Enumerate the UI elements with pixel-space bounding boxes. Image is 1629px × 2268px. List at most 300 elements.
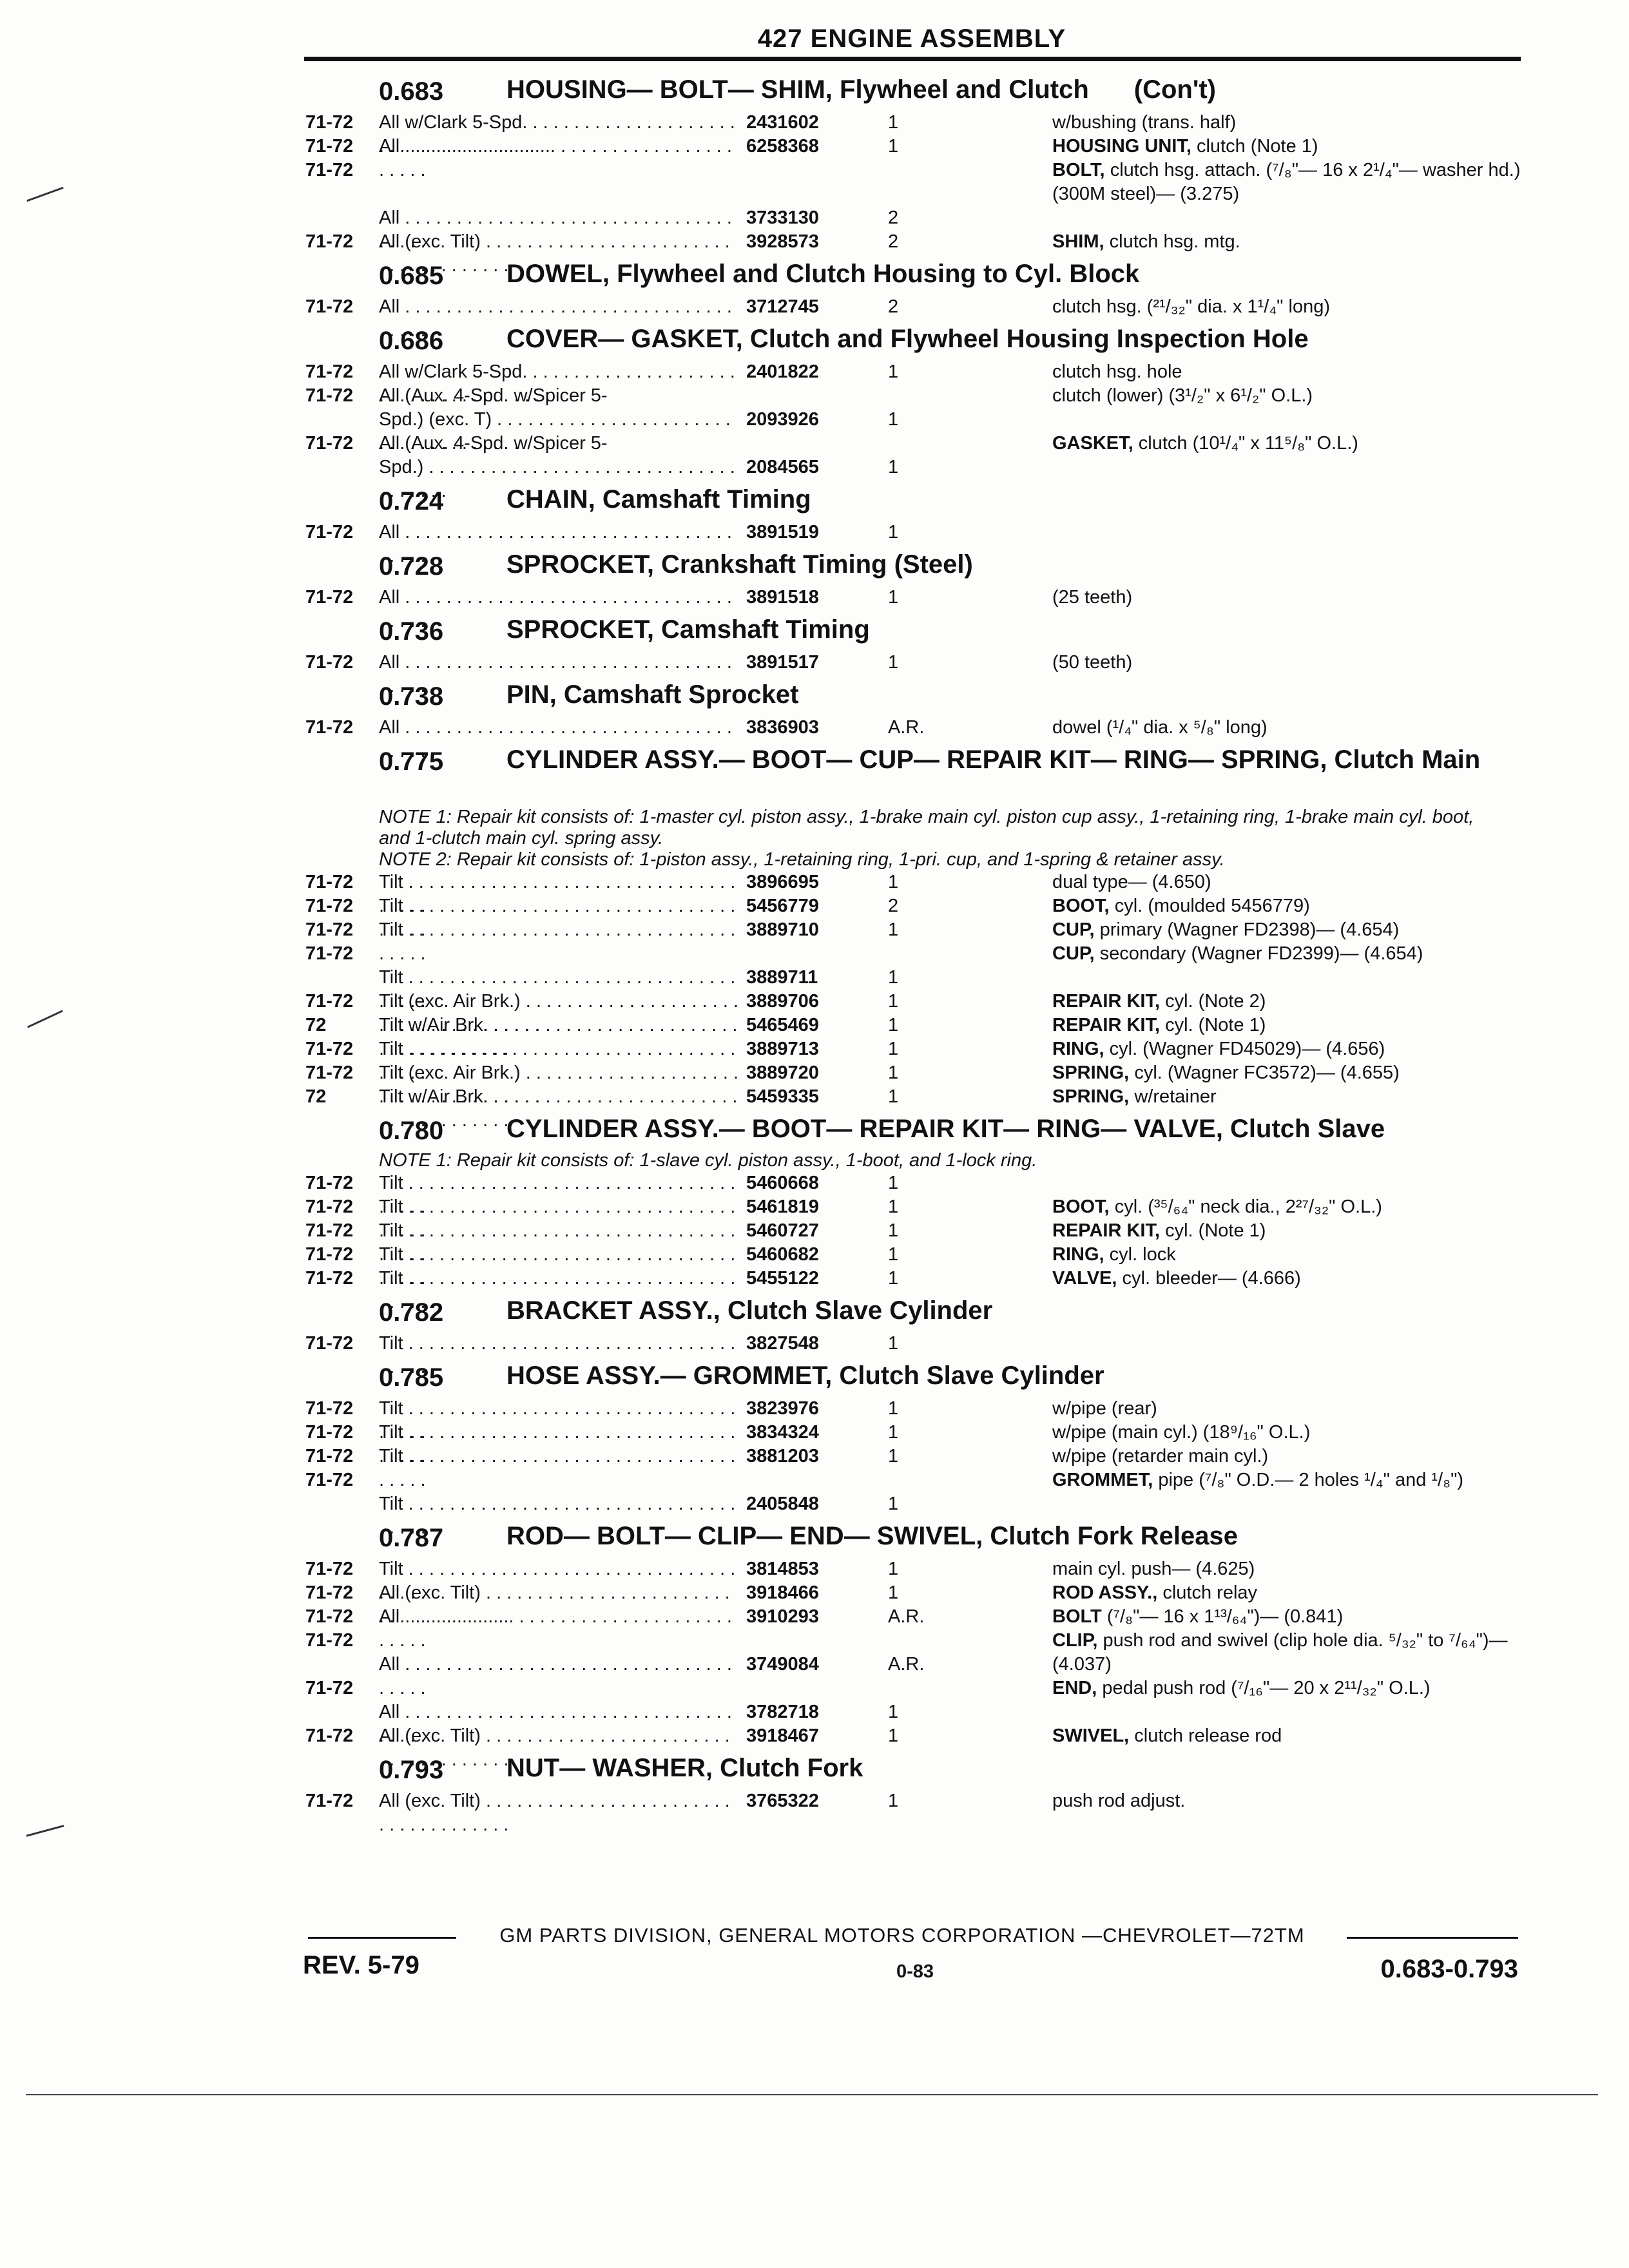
section-number: 0.736	[379, 617, 444, 646]
description	[1052, 716, 1523, 740]
quantity: 1	[888, 1173, 899, 1193]
quantity: 1	[888, 872, 899, 892]
description	[1052, 230, 1523, 254]
description-text: pedal push rod (⁷/₁₆"— 20 x 2¹¹/₃₂" O.L.)	[1102, 1678, 1431, 1698]
margin-mark	[26, 187, 63, 202]
description	[1052, 1061, 1523, 1085]
quantity: 1	[888, 967, 899, 988]
quantity: 1	[888, 522, 899, 543]
application: All (Aux. 4-Spd. w/Spicer 5- Spd.) . . .	[379, 432, 740, 503]
description	[1052, 1085, 1523, 1109]
model-year: 71-72	[305, 896, 354, 916]
section-title	[506, 327, 1531, 351]
section-heading	[295, 1356, 1526, 1397]
model-year: 71-72	[305, 433, 354, 454]
section-number: 0.738	[379, 682, 444, 711]
table-row	[295, 1014, 1526, 1037]
description-text: clutch (Note 1)	[1196, 136, 1318, 157]
application: Tilt . . .	[379, 1195, 740, 1243]
header-rule	[304, 57, 1521, 61]
description-text: push rod and swivel (clip hole dia. ⁵/₃₂" to ⁷/₆₄")— (4.037)	[1052, 1630, 1508, 1675]
description-keyword: BOLT	[1052, 1606, 1102, 1627]
section-number: 0.686	[379, 327, 444, 355]
model-year: 71-72	[305, 1678, 354, 1698]
table-row	[295, 1629, 1526, 1677]
footer-rule-right	[1347, 1937, 1518, 1939]
part-number: 5460668	[746, 1173, 819, 1193]
part-number: 3889713	[746, 1039, 819, 1059]
section-heading	[295, 1748, 1526, 1789]
table-row	[295, 651, 1526, 675]
section-number: 0.685	[379, 262, 444, 290]
application: Tilt . . .	[379, 1397, 740, 1445]
application: Tilt . . .	[379, 918, 740, 966]
description	[1052, 918, 1523, 942]
table-row	[295, 230, 1526, 254]
quantity: 2	[888, 207, 899, 228]
part-number: 5459335	[746, 1086, 819, 1107]
section-title	[506, 552, 1531, 577]
application: Tilt . . .	[379, 1243, 740, 1291]
section-heading	[295, 479, 1526, 521]
quantity: 1	[888, 1039, 899, 1059]
part-number: 3896695	[746, 872, 819, 892]
description-text: pipe (⁷/₈" O.D.— 2 holes ¹/₄" and ¹/₈")	[1158, 1470, 1464, 1490]
application: Tilt . . .	[379, 1445, 740, 1492]
table-row	[295, 1171, 1526, 1195]
application: Tilt . . .	[379, 1037, 740, 1085]
description-keyword: REPAIR KIT,	[1052, 1220, 1161, 1241]
description-keyword: RING,	[1052, 1039, 1104, 1059]
table-row	[295, 894, 1526, 918]
application: All (exc. Tilt) . . .	[379, 1789, 740, 1837]
section-heading	[295, 1291, 1526, 1332]
description-keyword: BOOT,	[1052, 1196, 1110, 1217]
part-number: 3891519	[746, 522, 819, 543]
section-title-text: COVER— GASKET, Clutch and Flywheel Housing Inspection Hole	[506, 325, 1309, 353]
section-title	[506, 487, 1531, 512]
quantity: 1	[888, 409, 899, 430]
application: All (exc. Tilt) . . .	[379, 1581, 740, 1629]
model-year: 71-72	[305, 361, 354, 382]
part-number: 3823976	[746, 1398, 819, 1419]
section-number: 0.683	[379, 77, 444, 106]
part-number: 3827548	[746, 1333, 819, 1354]
application: All . . .	[379, 651, 740, 698]
description	[1052, 1014, 1523, 1037]
quantity: 1	[888, 361, 899, 382]
part-number: 2084565	[746, 457, 819, 477]
application: Tilt w/Air Brk. . . .	[379, 1085, 740, 1133]
description-text: cyl. (Note 2)	[1165, 991, 1266, 1012]
model-year: 71-72	[305, 1582, 354, 1603]
section-title-text: NUT— WASHER, Clutch Fork	[506, 1754, 863, 1782]
application: Tilt . . .	[379, 1267, 740, 1314]
description-text: dual type— (4.650)	[1052, 872, 1211, 892]
description	[1052, 159, 1523, 206]
description-text: w/pipe (retarder main cyl.)	[1052, 1446, 1269, 1466]
table-row	[295, 1468, 1526, 1516]
description	[1052, 1243, 1523, 1267]
application: All . . .	[379, 1653, 740, 1700]
model-year: 72	[305, 1015, 327, 1035]
scan-edge-line	[26, 2094, 1598, 2095]
model-year: 71-72	[305, 1725, 354, 1746]
table-row	[295, 870, 1526, 894]
application: Tilt . . .	[379, 894, 740, 942]
section-title	[506, 1117, 1531, 1141]
section-title-text: SPROCKET, Crankshaft Timing (Steel)	[506, 550, 973, 579]
table-row	[295, 990, 1526, 1014]
table-row	[295, 1037, 1526, 1061]
quantity: A.R.	[888, 1606, 925, 1627]
model-year: 71-72	[305, 1398, 354, 1419]
description-text: cyl. (Wagner FC3572)— (4.655)	[1134, 1062, 1400, 1083]
quantity: 1	[888, 991, 899, 1012]
model-year: 71-72	[305, 1173, 354, 1193]
quantity: 1	[888, 1702, 899, 1722]
description-keyword: SPRING,	[1052, 1086, 1130, 1107]
description	[1052, 1219, 1523, 1243]
description	[1052, 384, 1523, 408]
section-title	[506, 77, 1531, 102]
application: Tilt . . .	[379, 966, 740, 1014]
description	[1052, 1789, 1523, 1813]
part-number: 5460682	[746, 1244, 819, 1265]
quantity: 1	[888, 1268, 899, 1289]
description-text: w/pipe (rear)	[1052, 1398, 1157, 1419]
description	[1052, 1581, 1523, 1605]
table-row	[295, 1581, 1526, 1605]
description-keyword: GASKET,	[1052, 433, 1133, 454]
description	[1052, 1724, 1523, 1748]
model-year: 71-72	[305, 522, 354, 543]
table-row	[295, 111, 1526, 135]
quantity: 1	[888, 1062, 899, 1083]
margin-mark	[26, 1825, 64, 1836]
section-number: 0.724	[379, 487, 444, 515]
part-number: 3891517	[746, 652, 819, 673]
description-text: cyl. (Note 1)	[1165, 1220, 1266, 1241]
section-heading	[295, 254, 1526, 295]
description-keyword: REPAIR KIT,	[1052, 991, 1161, 1012]
application: All . . .	[379, 295, 740, 343]
section-heading	[295, 1516, 1526, 1557]
description	[1052, 1397, 1523, 1421]
section-title-text: CYLINDER ASSY.— BOOT— CUP— REPAIR KIT— RING— SPRING, Clutch Main	[506, 745, 1481, 774]
model-year: 71-72	[305, 717, 354, 738]
model-year: 71-72	[305, 1333, 354, 1354]
description-text: cyl. (moulded 5456779)	[1114, 896, 1310, 916]
model-year: 71-72	[305, 1630, 354, 1651]
application: Tilt . . .	[379, 1171, 740, 1219]
description	[1052, 894, 1523, 918]
table-row	[295, 918, 1526, 942]
description-text: cyl. bleeder— (4.666)	[1122, 1268, 1301, 1289]
application: All . . .	[379, 521, 740, 568]
part-number: 5460727	[746, 1220, 819, 1241]
model-year: 71-72	[305, 296, 354, 317]
description	[1052, 1421, 1523, 1445]
description-keyword: GROMMET,	[1052, 1470, 1153, 1490]
parts-sections	[295, 70, 1526, 1813]
description-text: (25 teeth)	[1052, 587, 1133, 608]
description-keyword: HOUSING UNIT,	[1052, 136, 1191, 157]
description-keyword: ROD ASSY.,	[1052, 1582, 1158, 1603]
application: Tilt . . .	[379, 1332, 740, 1379]
table-row	[295, 1085, 1526, 1109]
description-text: primary (Wagner FD2398)— (4.654)	[1099, 919, 1400, 940]
application: All . . .	[379, 716, 740, 764]
description-keyword: RING,	[1052, 1244, 1104, 1265]
description	[1052, 990, 1523, 1014]
part-number: 3881203	[746, 1446, 819, 1466]
application: All . . .	[379, 1700, 740, 1748]
table-row	[295, 1332, 1526, 1356]
description-text: cyl. (Note 1)	[1165, 1015, 1266, 1035]
quantity: A.R.	[888, 717, 925, 738]
description-text: cyl. (Wagner FD45029)— (4.656)	[1109, 1039, 1385, 1059]
description-keyword: SPRING,	[1052, 1062, 1130, 1083]
section-heading	[295, 1109, 1526, 1150]
application: All (Aux. 4-Spd. w/Spicer 5- Spd.) (exc. T) . . .	[379, 384, 740, 456]
part-number: 2093926	[746, 409, 819, 430]
part-number: 3928573	[746, 231, 819, 252]
description-keyword: CLIP,	[1052, 1630, 1098, 1651]
quantity: 1	[888, 112, 899, 133]
quantity: 1	[888, 1582, 899, 1603]
table-row	[295, 586, 1526, 610]
description	[1052, 360, 1523, 384]
description-text: clutch (lower) (3¹/₂" x 6¹/₂" O.L.)	[1052, 385, 1313, 406]
part-number: 3834324	[746, 1422, 819, 1443]
margin-mark	[27, 1010, 63, 1028]
application: All . . .	[379, 135, 740, 182]
quantity: 1	[888, 1791, 899, 1811]
quantity: 1	[888, 1398, 899, 1419]
section-title	[506, 1298, 1531, 1323]
model-year: 71-72	[305, 919, 354, 940]
table-row	[295, 1397, 1526, 1421]
description	[1052, 1468, 1523, 1492]
section-continued: (Con't)	[1133, 75, 1216, 104]
model-year: 71-72	[305, 136, 354, 157]
table-row	[295, 1789, 1526, 1813]
quantity: A.R.	[888, 1654, 925, 1675]
description	[1052, 870, 1523, 894]
description-text: clutch release rod	[1134, 1725, 1282, 1746]
description-keyword: CUP,	[1052, 919, 1095, 940]
section-number: 0.793	[379, 1756, 444, 1784]
application: Tilt w/Air Brk. . . .	[379, 1014, 740, 1061]
description	[1052, 432, 1523, 456]
page-title: 427 ENGINE ASSEMBLY	[757, 24, 1066, 53]
part-number: 3733130	[746, 207, 819, 228]
description-keyword: REPAIR KIT,	[1052, 1015, 1161, 1035]
quantity: 1	[888, 457, 899, 477]
footer-publisher: GM PARTS DIVISION, GENERAL MOTORS CORPORATION —CHEVROLET—72TM	[499, 1924, 1305, 1946]
section-title	[506, 617, 1531, 642]
quantity: 1	[888, 1086, 899, 1107]
quantity: 1	[888, 1244, 899, 1265]
part-number: 5456779	[746, 896, 819, 916]
model-year: 71-72	[305, 1039, 354, 1059]
section-number: 0.780	[379, 1117, 444, 1145]
description-text: clutch hsg. (²¹/₃₂" dia. x 1¹/₄" long)	[1052, 296, 1331, 317]
section-title-text: HOUSING— BOLT— SHIM, Flywheel and Clutch	[506, 75, 1089, 104]
quantity: 2	[888, 231, 899, 252]
description-text: clutch (10¹/₄" x 11⁵/₈" O.L.)	[1138, 433, 1358, 454]
section-title	[506, 747, 1531, 772]
description	[1052, 586, 1523, 610]
description-text: clutch hsg. hole	[1052, 361, 1182, 382]
part-number: 5455122	[746, 1268, 819, 1289]
model-year: 71-72	[305, 1244, 354, 1265]
description-text: cyl. (³⁵/₆₄" neck dia., 2²⁷/₃₂" O.L.)	[1114, 1196, 1382, 1217]
description-text: w/retainer	[1134, 1086, 1217, 1107]
section-title-text: HOSE ASSY.— GROMMET, Clutch Slave Cylinder	[506, 1361, 1104, 1390]
quantity: 1	[888, 1725, 899, 1746]
quantity: 1	[888, 1446, 899, 1466]
model-year: 71-72	[305, 652, 354, 673]
model-year: 71-72	[305, 1470, 354, 1490]
description-keyword: BOOT,	[1052, 896, 1110, 916]
section-title-text: SPROCKET, Camshaft Timing	[506, 615, 870, 644]
section-title	[506, 1524, 1531, 1548]
description	[1052, 135, 1523, 159]
footer-rule-left	[308, 1937, 456, 1939]
quantity: 1	[888, 136, 899, 157]
model-year: 71-72	[305, 1559, 354, 1579]
table-row	[295, 1267, 1526, 1291]
description-keyword: VALVE,	[1052, 1268, 1117, 1289]
table-row	[295, 432, 1526, 479]
part-number: 3836903	[746, 717, 819, 738]
description-text: (50 teeth)	[1052, 652, 1133, 673]
part-number: 2431602	[746, 112, 819, 133]
quantity: 1	[888, 587, 899, 608]
table-row	[295, 1605, 1526, 1629]
application: All w/Clark 5-Spd. . . .	[379, 360, 740, 408]
quantity: 1	[888, 1559, 899, 1579]
model-year: 71-72	[305, 160, 354, 180]
model-year: 71-72	[305, 587, 354, 608]
part-number: 3918466	[746, 1582, 819, 1603]
quantity: 1	[888, 652, 899, 673]
section-title-text: DOWEL, Flywheel and Clutch Housing to Cyl. Block	[506, 260, 1140, 288]
application: Tilt . . .	[379, 1421, 740, 1468]
section-title-text: ROD— BOLT— CLIP— END— SWIVEL, Clutch Fork Release	[506, 1522, 1238, 1550]
description	[1052, 111, 1523, 135]
table-row	[295, 1724, 1526, 1748]
table-row	[295, 1557, 1526, 1581]
part-number: 3889710	[746, 919, 819, 940]
description	[1052, 942, 1523, 966]
part-number: 3910293	[746, 1606, 819, 1627]
part-number: 3891518	[746, 587, 819, 608]
description	[1052, 1037, 1523, 1061]
model-year: 71-72	[305, 231, 354, 252]
description-text: secondary (Wagner FD2399)— (4.654)	[1099, 943, 1423, 964]
section-heading	[295, 70, 1526, 111]
table-row	[295, 1195, 1526, 1219]
footer-section-range: 0.683-0.793	[1380, 1955, 1518, 1983]
part-number: 2405848	[746, 1494, 819, 1514]
model-year: 72	[305, 1086, 327, 1107]
part-number: 3712745	[746, 296, 819, 317]
section-title-text: CYLINDER ASSY.— BOOT— REPAIR KIT— RING— VALVE, Clutch Slave	[506, 1115, 1385, 1143]
part-number: 3814853	[746, 1559, 819, 1579]
description	[1052, 1629, 1523, 1677]
application: All . . .	[379, 586, 740, 633]
table-row	[295, 942, 1526, 990]
section-title	[506, 1756, 1531, 1780]
quantity: 1	[888, 1333, 899, 1354]
application: Tilt . . .	[379, 1219, 740, 1267]
description	[1052, 651, 1523, 675]
model-year: 71-72	[305, 872, 354, 892]
description-text: main cyl. push— (4.625)	[1052, 1559, 1255, 1579]
table-row	[295, 1421, 1526, 1445]
application: All w/Clark 5-Spd. . . .	[379, 111, 740, 159]
description	[1052, 1195, 1523, 1219]
description	[1052, 1677, 1523, 1700]
quantity: 2	[888, 296, 899, 317]
table-row	[295, 1061, 1526, 1085]
description	[1052, 1605, 1523, 1629]
description	[1052, 1445, 1523, 1468]
section-heading	[295, 319, 1526, 360]
model-year: 71-72	[305, 1196, 354, 1217]
table-row	[295, 521, 1526, 544]
model-year: 71-72	[305, 1220, 354, 1241]
model-year: 71-72	[305, 1791, 354, 1811]
section-note: NOTE 2: Repair kit consists of: 1-piston assy., 1-retaining ring, 1-pri. cup, and 1-spring & retainer assy.	[379, 849, 1225, 870]
application: All . . .	[379, 206, 740, 254]
section-heading	[295, 544, 1526, 586]
model-year: 71-72	[305, 1446, 354, 1466]
application: All (exc. Tilt) . . .	[379, 230, 740, 278]
section-heading	[295, 675, 1526, 716]
table-row	[295, 159, 1526, 230]
table-row	[295, 135, 1526, 159]
part-number: 3918467	[746, 1725, 819, 1746]
table-row	[295, 295, 1526, 319]
model-year: 71-72	[305, 112, 354, 133]
description	[1052, 1267, 1523, 1291]
section-heading	[295, 610, 1526, 651]
table-row	[295, 1219, 1526, 1243]
model-year: 71-72	[305, 385, 354, 406]
description-text: dowel (¹/₄" dia. x ⁵/₈" long)	[1052, 717, 1268, 738]
application: Tilt . . .	[379, 1492, 740, 1540]
part-number: 3782718	[746, 1702, 819, 1722]
part-number: 6258368	[746, 136, 819, 157]
section-title-text: CHAIN, Camshaft Timing	[506, 485, 811, 514]
description-keyword: BOLT,	[1052, 160, 1105, 180]
section-note: NOTE 1: Repair kit consists of: 1-master cyl. piston assy., 1-brake main cyl. piston cup assy., 1-retaining ring, 1-brake main cyl. boot, and 1-clutch main cyl. spring assy.	[379, 807, 1474, 849]
model-year: 71-72	[305, 1268, 354, 1289]
part-number: 3889711	[746, 967, 818, 988]
section-number: 0.785	[379, 1363, 444, 1392]
section-title-text: PIN, Camshaft Sprocket	[506, 680, 799, 709]
quantity: 1	[888, 1494, 899, 1514]
section-number: 0.728	[379, 552, 444, 581]
part-number: 3749084	[746, 1654, 819, 1675]
table-row	[295, 384, 1526, 432]
description-keyword: SWIVEL,	[1052, 1725, 1130, 1746]
application: Tilt (exc. Air Brk.) . . .	[379, 990, 740, 1037]
